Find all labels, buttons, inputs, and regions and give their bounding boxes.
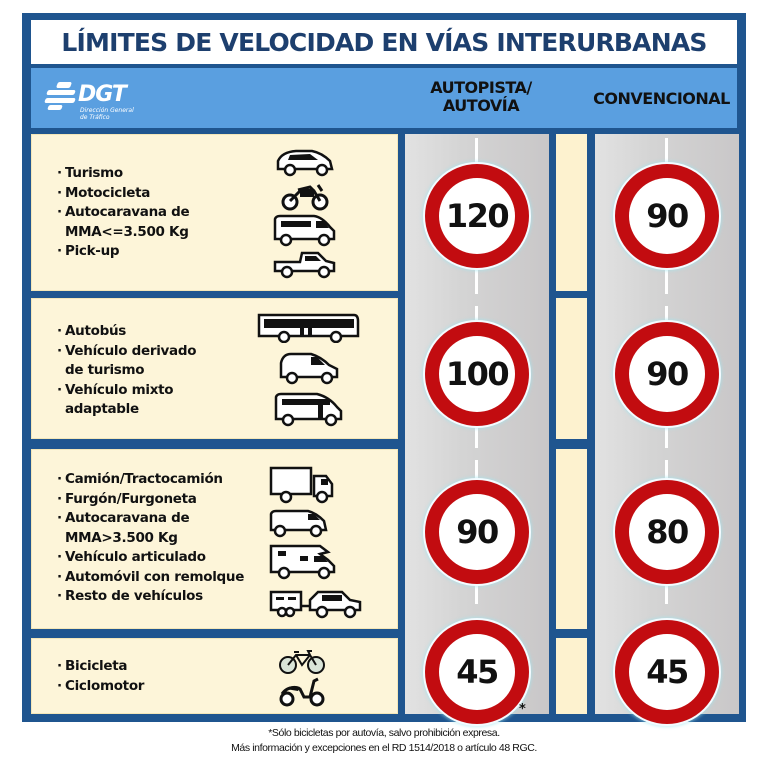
list-item: · Automóvil con remolque: [57, 568, 245, 585]
column-header-convencional: CONVENCIONAL: [593, 89, 730, 108]
vehicle-group-4: [31, 638, 398, 714]
speed-sign-autopista-row4: [425, 620, 529, 724]
list-item: · Motocicleta: [57, 184, 151, 201]
dgt-logo: [45, 78, 145, 122]
list-item: · Turismo: [57, 165, 123, 181]
vehicle-list: [57, 322, 196, 420]
dgt-logo-mark: [56, 82, 72, 88]
vehicle-group-3: [31, 449, 398, 629]
list-item: · Resto de vehículos: [57, 588, 203, 604]
list-item: MMA>3.500 Kg: [65, 529, 178, 546]
footnote-marker: *: [519, 702, 526, 717]
speed-value: 90: [456, 513, 498, 551]
vehicle-icons: [272, 147, 338, 279]
vehicle-icons: [256, 311, 362, 427]
list-item: · Autocaravana de: [57, 510, 190, 526]
pickup-icon: [272, 249, 338, 279]
speed-sign-convencional-row4: [615, 620, 719, 724]
column-header-autopista-line2: AUTOVÍA: [442, 96, 520, 115]
speed-value: 100: [445, 355, 509, 393]
list-item: · Vehículo articulado: [57, 549, 206, 565]
list-item: · Autobús: [57, 323, 126, 339]
car-trailer-icon: [268, 586, 364, 620]
motorcycle-icon: [280, 181, 330, 211]
median-strip: [556, 134, 587, 291]
speed-value: 90: [646, 197, 688, 235]
dgt-logo-mark: [47, 105, 63, 110]
vehicle-list: [57, 164, 189, 262]
vehicle-icons: [278, 649, 326, 707]
list-item: adaptable: [65, 401, 139, 417]
vehicle-group-2: [31, 298, 398, 439]
vehicle-group-1: [31, 134, 398, 291]
vehicle-icons: [268, 466, 364, 620]
vehicle-list: [57, 470, 244, 607]
moped-icon: [278, 677, 326, 707]
bicycle-icon: [278, 649, 326, 675]
footnote-line2: Más información y excepciones en el RD 1514/2018 o artículo 48 RGC.: [231, 742, 537, 754]
vehicle-list: [57, 657, 144, 696]
list-item: · Vehículo mixto: [57, 381, 174, 398]
page-title: LÍMITES DE VELOCIDAD EN VÍAS INTERURBANAS: [61, 27, 707, 57]
lane-marking: [475, 138, 478, 164]
speed-sign-convencional-row2: [615, 322, 719, 426]
list-item: · Bicicleta: [57, 658, 128, 674]
car-icon: [274, 147, 336, 179]
speed-value: 120: [445, 197, 509, 235]
dgt-subtitle-line2: de Tráfico: [80, 114, 110, 121]
speed-sign-convencional-row1: [615, 164, 719, 268]
list-item: · Camión/Tractocamión: [57, 471, 223, 487]
list-item: · Pick-up: [57, 243, 120, 259]
bus-icon: [256, 311, 362, 343]
lane-marking: [665, 138, 668, 164]
footnote: [0, 726, 768, 756]
dgt-logo-subtitle: [80, 107, 140, 121]
column-header-autopista-line1: AUTOPISTA/: [430, 78, 532, 97]
list-item: · Ciclomotor: [57, 677, 145, 694]
truck-icon: [268, 466, 336, 504]
speed-sign-autopista-row2: [425, 322, 529, 426]
list-item: · Autocaravana de: [57, 204, 190, 220]
delivery-van-icon: [268, 508, 330, 538]
median-strip: [556, 638, 587, 714]
header-band: [31, 68, 737, 128]
speed-sign-autopista-row3: [425, 480, 529, 584]
title-band: [31, 20, 737, 64]
footnote-line1: *Sólo bicicletas por autovía, salvo prohibición expresa.: [268, 727, 500, 739]
list-item: · Furgón/Furgoneta: [57, 490, 197, 507]
motorhome-icon: [268, 542, 338, 580]
speed-value: 45: [646, 653, 688, 691]
van-icon: [272, 213, 338, 247]
speed-sign-convencional-row3: [615, 480, 719, 584]
dgt-subtitle-line1: Dirección General: [80, 107, 134, 114]
dgt-logo-text: DGT: [78, 82, 126, 107]
median-strip: [556, 298, 587, 439]
list-item: MMA<=3.500 Kg: [65, 223, 189, 240]
column-header-autopista: [406, 79, 556, 115]
speed-sign-autopista-row1: [425, 164, 529, 268]
minibus-icon: [273, 391, 345, 427]
dgt-logo-mark: [44, 98, 76, 103]
speed-value: 80: [646, 513, 688, 551]
median-strip: [556, 449, 587, 629]
list-item: de turismo: [65, 362, 145, 378]
speed-value: 90: [646, 355, 688, 393]
list-item: · Vehículo derivado: [57, 342, 197, 359]
small-van-icon: [277, 351, 341, 385]
speed-value: 45: [456, 653, 498, 691]
dgt-logo-mark: [46, 90, 76, 95]
